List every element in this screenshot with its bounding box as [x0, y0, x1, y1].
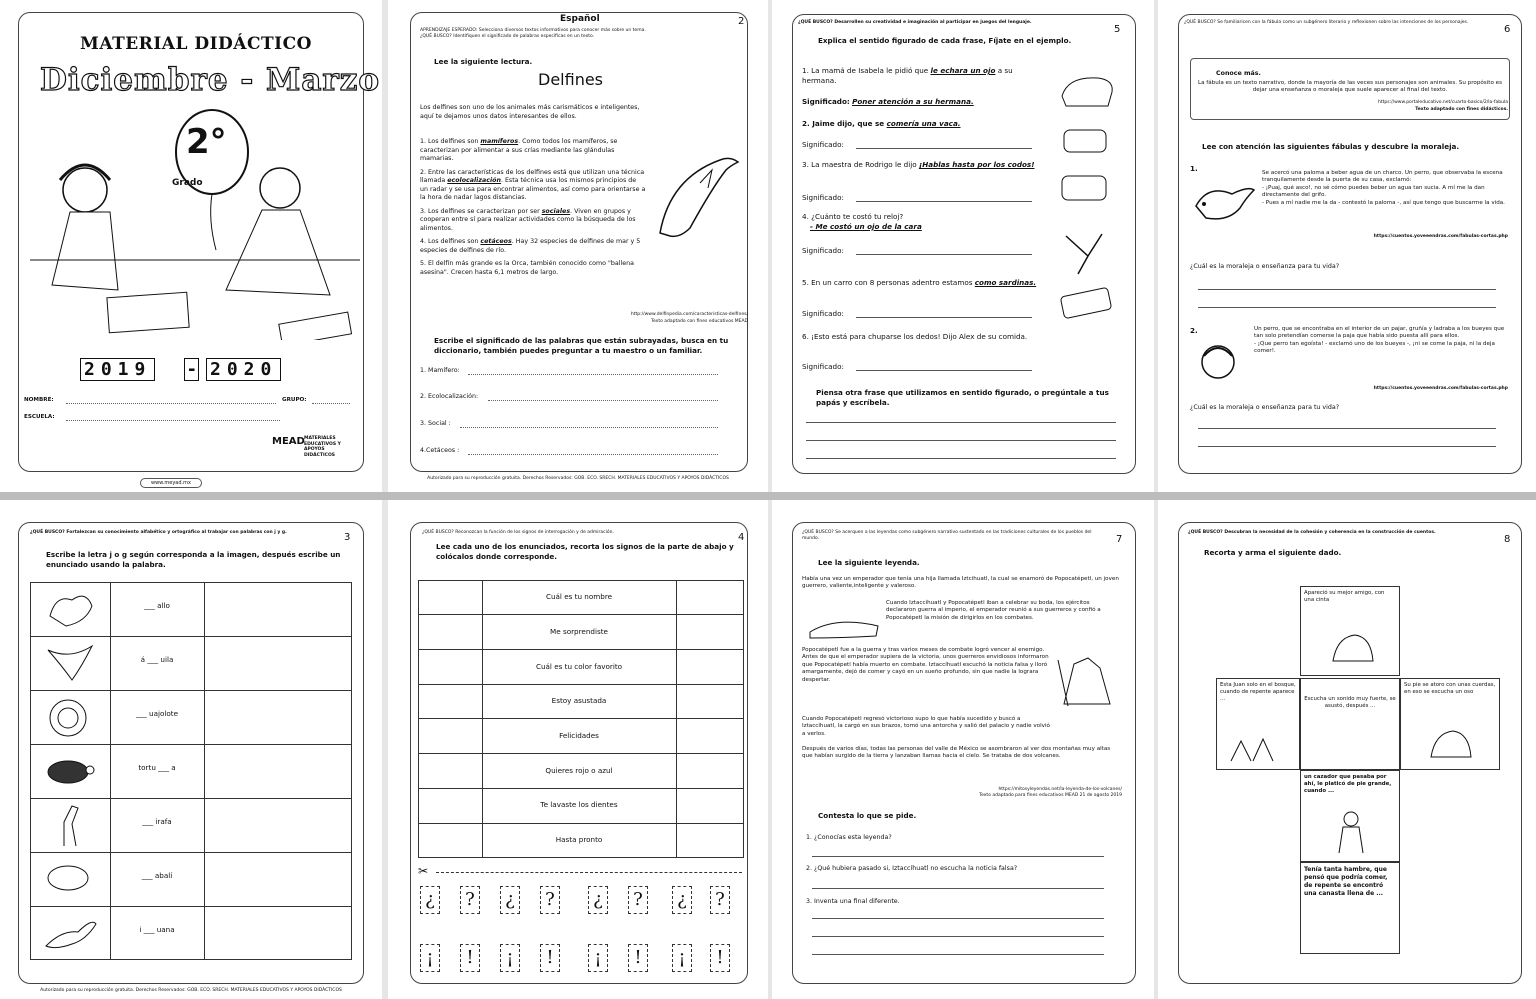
fable-1-text: Se acercó una paloma a beber agua de un charco. Un perro, que observaba la escena tranquilamente desde la puerta de su casa, exclamó: - ¡Puaj, qué asco!, no sé cómo puedes beber un agua tan sucia. A mí me la dan directamente del grifo. - Pues a mí nadie me la da - contestó la paloma -, así que tengo que buscarme la vida. [1262, 170, 1505, 206]
subject-title: Español [560, 14, 600, 24]
website-link[interactable]: www.meyad.mx [140, 478, 202, 488]
answer-label: Significado: [802, 309, 844, 318]
fable-1-source: https://cuentos.yoveeendras.com/fabulas-cortas.php [1373, 234, 1508, 239]
dice-face-right[interactable] [1400, 678, 1500, 770]
dice-face-bottom[interactable] [1300, 862, 1400, 954]
cutout-sign[interactable]: ? [460, 886, 480, 914]
cutout-sign[interactable]: ! [628, 944, 648, 972]
question-5: 5. En un carro con 8 personas adentro estamos como sardinas. [802, 278, 1037, 287]
instruction-meanings: Escribe el significado de las palabras que están subrayadas, busca en tu diccionario, también puedes preguntar a tu maestro o un familiar. [434, 336, 729, 355]
cover-title: Diciembre - Marzo [40, 62, 381, 98]
word-1: 1. Mamífero: [420, 367, 460, 374]
goal-question: ¿QUÉ BUSCO? Se familiaricen con la fábula como un subgénero literario y reflexionen sobre las intenciones de los personajes. [1184, 20, 1469, 25]
legend-para-4: Cuando Popocatépetl regresó victorioso supo lo que había sucedido y buscó a Iztaccíhuatl, la cargó en sus brazos, tomó una antorcha y salió del palacio y nadie volvió a verlos. [802, 716, 1050, 737]
dice-face-center[interactable] [1300, 678, 1400, 770]
learning-goal: APRENDIZAJE ESPERADO: Selecciona diversos textos informativos para conocer más sobre un tema. [420, 28, 646, 33]
question-4: 4. ¿Cuánto te costó tu reloj? [802, 212, 904, 221]
page-number: 7 [1116, 534, 1123, 545]
sentence-row: Felicidades [559, 731, 599, 740]
cutout-sign[interactable]: ! [540, 944, 560, 972]
page-number: 6 [1504, 24, 1511, 35]
instruction-answer: Contesta lo que se pide. [818, 811, 917, 820]
cutout-sign[interactable]: ¿ [672, 886, 692, 914]
list-item: 2. Entre las características de los delfines está que utilizan una técnica llamada ecolocalización. Esta técnica usa los mismos principios de un radar y se usa para encontrar alimentos, así como para orientarse a la hora de nadar lagos distancias. [420, 168, 646, 201]
legend-question-1: 1. ¿Conocías esta leyenda? [806, 834, 892, 841]
answer-label: Significado: [802, 246, 844, 255]
rooster-icon [42, 586, 98, 632]
boar-icon [42, 856, 98, 902]
year-start: 2019 [80, 358, 155, 381]
word-row: ___ allo [144, 601, 170, 610]
dice-face-text: Tenía tanta hambre, que pensó que podría comer, de repente se encontró una canasta llena de ... [1304, 866, 1388, 897]
reading-intro: Los delfines son uno de los animales más carismáticos e inteligentes, aquí te dejamos unos datos interesantes de ellos. [420, 104, 640, 120]
info-adapted: Texto adaptado con fines didácticos. [1415, 107, 1508, 112]
answer-label: Significado: [802, 362, 844, 371]
sentence-row: Quieres rojo o azul [545, 766, 613, 775]
question-3: 3. La maestra de Rodrigo le dijo ¡Hablas hasta por los codos! [802, 160, 1035, 169]
cutout-sign[interactable]: ! [710, 944, 730, 972]
turtle-icon [42, 748, 98, 794]
dolphin-icon [650, 148, 745, 243]
dice-face-top[interactable] [1300, 586, 1400, 676]
reading-title: Delfines [538, 70, 604, 89]
sentence-row: Te lavaste los dientes [540, 800, 618, 809]
cutout-sign[interactable]: ¡ [500, 944, 520, 972]
answer-label: Significado: [802, 140, 844, 149]
giraffe-icon [42, 802, 98, 848]
footer-note: Autorizado para su reproducción gratuita. Derechos Reservados: GOB. ECO. SRECH. MATERIALES EDUCATIVOS Y APOYOS DIDÁCTICOS [40, 988, 342, 993]
warrior-icon [1054, 654, 1120, 710]
page-number: 4 [738, 532, 745, 543]
answer-label: Significado: [802, 193, 844, 202]
page-dolphins [388, 0, 768, 492]
grade-number: 2° [186, 122, 227, 162]
sentence-row: Estoy asustada [551, 696, 607, 705]
instruction-explain: Explica el sentido figurado de cada frase, Fíjate en el ejemplo. [818, 36, 1072, 45]
fable-number: 1. [1190, 164, 1198, 173]
list-item: 4. Los delfines son cetáceos. Hay 32 especies de delfines de mar y 5 especies de delfines de río. [420, 238, 641, 254]
cover-header: MATERIAL DIDÁCTICO [80, 34, 312, 54]
name-label: NOMBRE: [24, 397, 54, 403]
page-number: 2 [738, 16, 745, 27]
goal-question: ¿QUÉ BUSCO? Desarrollen su creatividad e imaginación al participar en juegos del lenguaje. [798, 20, 1032, 25]
legend-para-2: Cuando Iztaccíhuatl y Popocatépetl iban a celebrar su boda, los ejércitos declararon guerra al imperio, el emperador reunió a sus guerreros y confió a Popocatépetl la misión de dirigirlos en los combates. [886, 600, 1101, 621]
adapted-note: Texto adaptado con fines educativos MEAD [651, 319, 748, 324]
word-row: ___ uajolote [135, 709, 179, 718]
year-end: 2020 [206, 358, 281, 381]
word-3: 3. Social : [420, 420, 451, 427]
figurative-pictures [1058, 66, 1118, 356]
moral-question-2: ¿Cuál es la moraleja o enseñanza para tu vida? [1190, 404, 1340, 411]
sentence-row: Cuál es tu nombre [545, 592, 613, 601]
legend-question-2: 2. ¿Qué hubiera pasado si, Iztaccíhuatl no escucha la noticia falsa? [806, 865, 1018, 872]
instruction-read: Lee la siguiente lectura. [434, 57, 533, 66]
hunter-icon [1331, 809, 1371, 855]
sleeping-woman-icon [806, 608, 882, 644]
legend-para-3: Popocatépetl fue a la guerra y tras varios meses de combate logró vencer al enemigo. Antes de que el emperador supiera de la victoria, unos guerreros envidiosos informaron que Popocatépetl había muerto en combate. Iztaccíhuatl escuchó la noticia falsa y lloró amargamente, dejó de comer y cayó en un sueño profundo, sin que nadie la lograra despertar. [802, 647, 1049, 683]
fable-number: 2. [1190, 326, 1198, 335]
info-source: https://www.portaleducativo.net/cuarto-basico/2/la-fabula [1378, 100, 1508, 105]
dice-face-text: Su pie se atoro con unas cuerdas, en eso se escucha un oso [1404, 682, 1496, 695]
signs-table [418, 580, 744, 858]
question-1: 1. La mamá de Isabela le pidió que le echara un ojo a su hermana. [802, 66, 1013, 85]
dice-face-text: Esta Juan solo en el bosque, cuando de repente aparece ... [1220, 682, 1296, 702]
word-row: á ___ uila [140, 655, 174, 664]
mead-logo: MEAD [272, 436, 305, 447]
legend-source: https://mitosyleyendas.net/la-leyenda-de-los-volcanes/ [998, 787, 1122, 792]
instruction-signs: Lee cada uno de los enunciados, recorta los signos de la parte de abajo y colócalos donde corresponde. [436, 542, 734, 561]
page-figurative [772, 0, 1154, 492]
instruction-fables: Lee con atención las siguientes fábulas y descubre la moraleja. [1202, 142, 1460, 151]
page-fables [1158, 0, 1536, 492]
forest-icon [1227, 731, 1287, 765]
cutout-sign[interactable]: ? [540, 886, 560, 914]
legend-para-5: Después de varios días, todas las personas del valle de México se asombraron al ver dos montañas muy altas que habían surgido de la tierra y lanzaban llamas hacia el cielo. Se trataba de dos volcanes. [802, 746, 1111, 760]
goal-question: ¿QUÉ BUSCO? Identifiquen el significado de palabras específicas en un texto. [420, 34, 595, 39]
cutout-sign[interactable]: ¡ [672, 944, 692, 972]
dice-face-hunter[interactable] [1300, 770, 1400, 862]
word-2: 2. Ecolocalización: [420, 393, 479, 400]
question-2: 2. Jaime dijo, que se comería una vaca. [802, 119, 961, 128]
instruction-legend: Lee la siguiente leyenda. [818, 558, 920, 567]
sentence-row: Cuál es tu color favorito [535, 662, 623, 671]
cutout-sign[interactable]: ¿ [420, 886, 440, 914]
legend-para-1: Había una vez un emperador que tenía una hija llamada Iztcihuatl, la cual se enamoró de Popocatépetl, un joven guerrero, valiente,inteligente y valeroso. [802, 576, 1119, 590]
eagle-icon [42, 640, 98, 686]
cutout-sign[interactable]: ¡ [420, 944, 440, 972]
info-title: Conoce más. [1216, 70, 1261, 77]
goal-question: ¿QUÉ BUSCO? Se acerquen a las leyendas como subgénero narrativo sustentado en las tradiciones culturales de los pueblos del mundo. [802, 530, 1092, 541]
legend-adapted: Texto adaptado para fines educativos MEAD 21 de agosto 2019 [979, 793, 1122, 798]
school-label: ESCUELA: [24, 414, 55, 420]
word-row: ___ abalí [141, 871, 173, 880]
goal-question: ¿QUÉ BUSCO? Reconozcan la función de los signos de interrogación y de admiración. [422, 530, 614, 535]
reading-list [420, 138, 646, 277]
word-4: 4.Cetáceos : [420, 447, 460, 454]
mead-logo-text: MATERIALES EDUCATIVOS Y APOYOS DIDÁCTICOS [304, 436, 341, 458]
word-row: ___ irafa [142, 817, 172, 826]
instruction-think: Piensa otra frase que utilizamos en sentido figurado, o pregúntale a tus papás y escríbela. [816, 388, 1109, 407]
fable-2-source: https://cuentos.yoveeendras.com/fabulas-cortas.php [1373, 386, 1508, 391]
iguana-icon [42, 910, 98, 956]
word-row: tortu ___ a [138, 763, 176, 772]
dice-face-left[interactable] [1216, 678, 1300, 770]
cutout-sign[interactable]: ! [460, 944, 480, 972]
goal-question: ¿QUÉ BUSCO? Fortalezcan su conocimiento alfabético y ortográfico al trabajar con palabras con j y g. [30, 530, 287, 535]
dove-icon [1188, 176, 1258, 228]
answer-1: Significado: Poner atención a su hermana. [802, 97, 974, 106]
page-number: 3 [344, 532, 351, 543]
turkey-icon [42, 694, 98, 740]
scissors-icon: ✂ [418, 864, 429, 878]
fable-2-text: Un perro, que se encontraba en el interior de un pajar, gruñía y ladraba a los bueyes que tan solo pretendían comerse la paja que había sido puesta allí para ellos. - ¡Que perro tan egoísta! - exclamó uno de los bueyes -, ¡ni se come la paja, ni la deja comer!. [1254, 326, 1505, 355]
dice-face-text: Escucha un sonido muy fuerte, se asustó, después ... [1304, 696, 1396, 709]
group-label: GRUPO: [282, 397, 307, 403]
sentence-row: Me sorprendiste [550, 627, 608, 636]
page-j-g [0, 500, 382, 999]
instruction-j-g: Escribe la letra j o g según corresponda a la imagen, después escribe un enunciado usando la palabra. [46, 550, 341, 569]
footer-note: Autorizado para su reproducción gratuita. Derechos Reservados: GOB. ECO. SRECH. MATERIALES EDUCATIVOS Y APOYOS DIDÁCTICOS [427, 476, 729, 481]
instruction-dice: Recorta y arma el siguiente dado. [1204, 548, 1342, 557]
grade-label: Grado [172, 178, 203, 188]
child-face-icon [1198, 340, 1238, 390]
page-separator [0, 492, 1536, 500]
cutout-sign[interactable]: ? [710, 886, 730, 914]
list-item: 3. Los delfines se caracterizan por ser sociales. Viven en grupos y cooperan entre sí para realizar actividades como la búsqueda de los alimentos. [420, 207, 636, 232]
source-link: http://www.delfinpedia.com/caracteristicas-delfines/ [630, 312, 748, 317]
cutout-sign[interactable]: ¿ [588, 886, 608, 914]
page-signs [388, 500, 768, 999]
question-6: 6. ¡Esto está para chuparse los dedos! Dijo Alex de su comida. [802, 332, 1028, 341]
word-row: i ___ uana [139, 925, 175, 934]
moral-question-1: ¿Cuál es la moraleja o enseñanza para tu vida? [1190, 263, 1340, 270]
page-number: 5 [1114, 24, 1121, 35]
list-item: 5. El delfín más grande es la Orca, también conocido como "ballena asesina". Crecen hasta 6,1 metros de largo. [420, 260, 634, 276]
sentence-row: Hasta pronto [555, 835, 603, 844]
cutout-sign[interactable]: ¡ [588, 944, 608, 972]
page-number: 8 [1504, 534, 1511, 545]
cutout-sign[interactable]: ? [628, 886, 648, 914]
dice-face-text: Apareció su mejor amigo, con una cinta [1304, 590, 1385, 603]
legend-question-3: 3. Inventa una final diferente. [806, 898, 900, 905]
page-legend [772, 500, 1154, 999]
dice-face-text: un cazador que pasaba por ahí, le platicó de pie grande, cuando ... [1304, 774, 1392, 794]
bear-icon [1327, 627, 1377, 667]
question-4-answer: - Me costó un ojo de la cara [810, 222, 922, 231]
cover-page [0, 0, 382, 492]
cutout-sign[interactable]: ¿ [500, 886, 520, 914]
bear-icon [1425, 723, 1475, 763]
page-dice [1158, 500, 1536, 999]
goal-question: ¿QUÉ BUSCO? Descubran la necesidad de la cohesión y coherencia en la construcción de cuentos. [1188, 530, 1436, 535]
info-text: La fábula es un texto narrativo, donde la mayoría de las veces sus personajes son animales. Su propósito es dejar una enseñanza o moraleja que suele aparecer al final del texto. [1197, 80, 1503, 94]
list-item: 1. Los delfines son mamíferos. Como todos los mamíferos, se caracterizan por alimentar a sus crías mediante las glándulas mamarias. [420, 138, 618, 162]
year-dash: - [184, 358, 199, 381]
